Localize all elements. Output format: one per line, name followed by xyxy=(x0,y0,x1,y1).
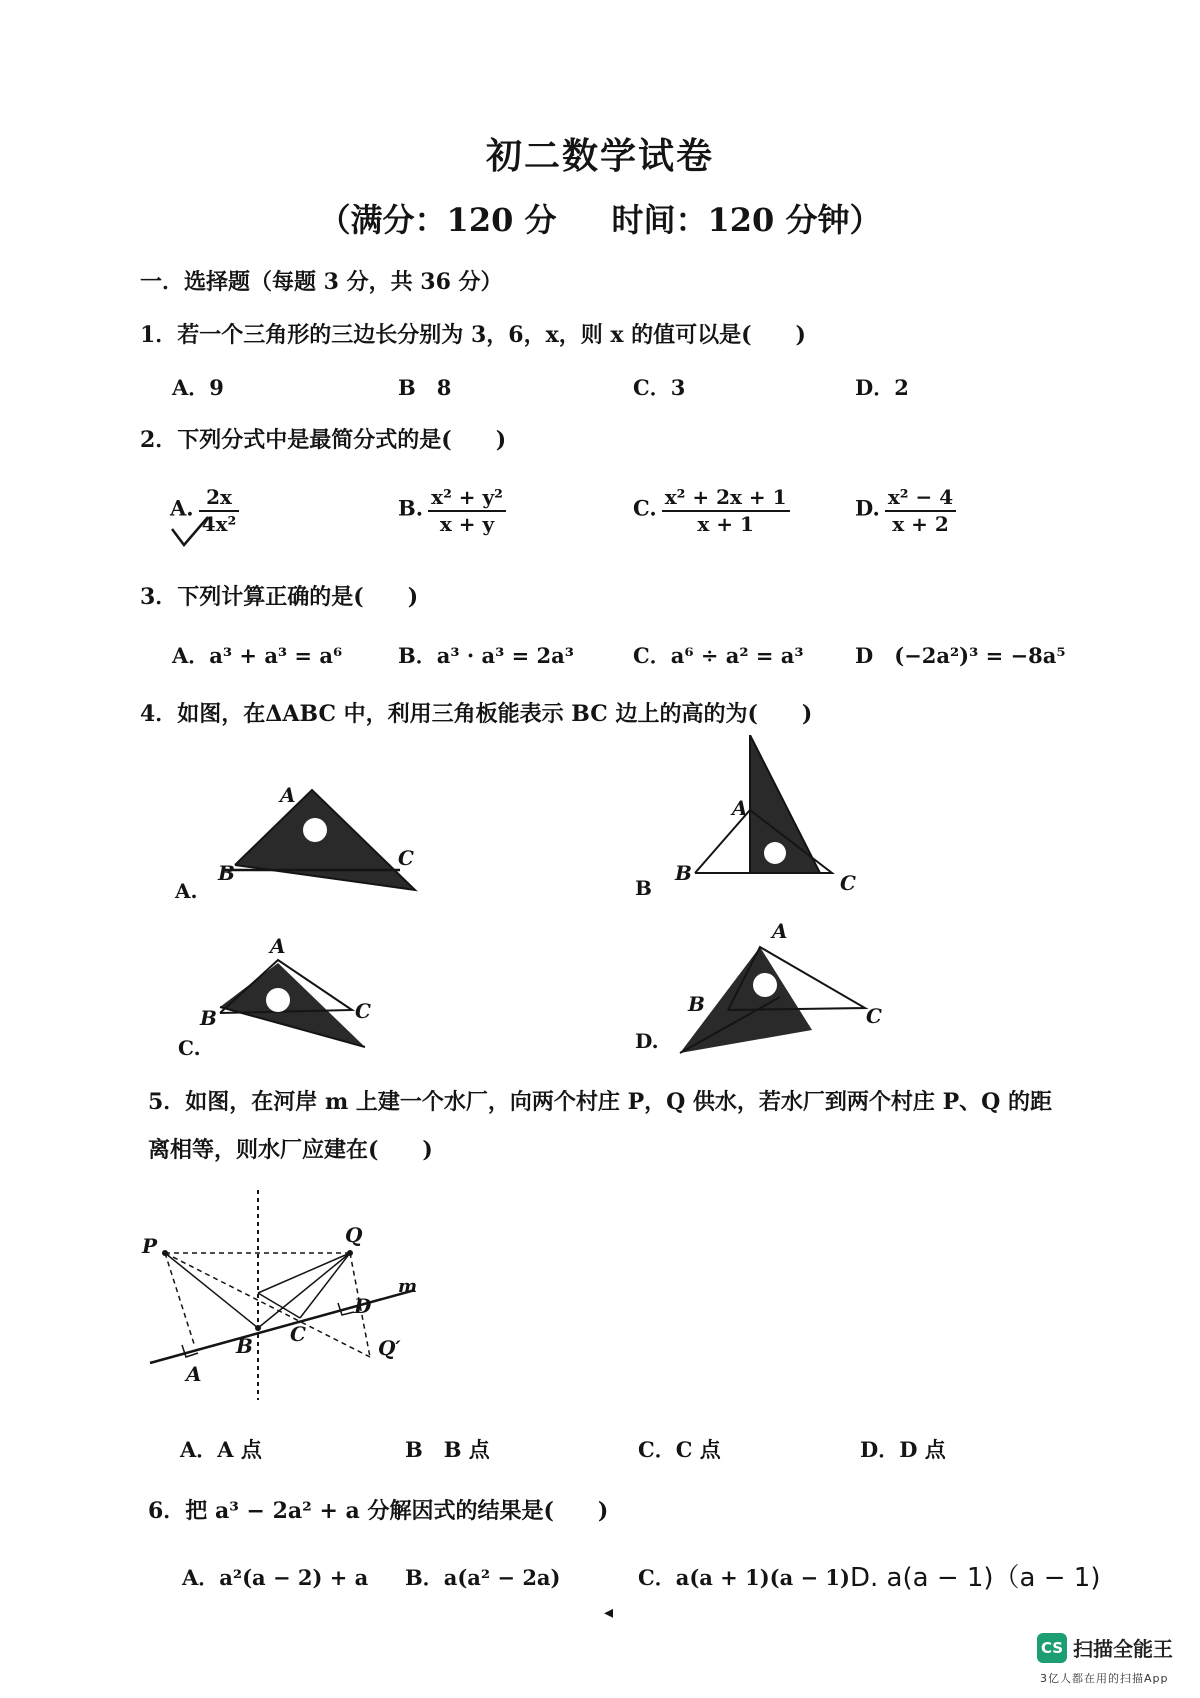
point-q xyxy=(347,1250,353,1256)
ruler-hole xyxy=(764,842,786,864)
label-b: B xyxy=(688,992,705,1016)
q4-option-c: C. xyxy=(178,1036,201,1060)
camscanner-name: 扫描全能王 xyxy=(1073,1637,1173,1661)
numerator: x² + 2x + 1 xyxy=(662,485,790,512)
label-a: A xyxy=(732,796,748,820)
question-4-stem: 4．如图，在ΔABC 中，利用三角板能表示 BC 边上的高的为( ) xyxy=(140,701,813,727)
q4-figure-a xyxy=(174,783,415,903)
q4-option-d: D. xyxy=(635,1029,659,1053)
q6-option-d: D. a(a − 1)（a − 1) xyxy=(850,1563,1101,1593)
river-bank-m xyxy=(150,1290,415,1363)
q4-option-a: A. xyxy=(175,879,198,903)
numerator: x² − 4 xyxy=(885,485,956,512)
segment-pb xyxy=(165,1253,258,1328)
label-q: Q xyxy=(345,1223,363,1247)
score-info: （满分：120 分 xyxy=(318,201,557,239)
q2-fraction-d xyxy=(885,485,956,537)
page-mark: ◂ xyxy=(604,1602,614,1623)
q2-option-b xyxy=(398,485,506,537)
q6-option-c: C．a(a + 1)(a − 1) xyxy=(638,1565,850,1590)
q6-option-b: B．a(a² − 2a) xyxy=(405,1565,561,1590)
q1-option-a: A．9 xyxy=(172,375,224,400)
point-b xyxy=(255,1325,261,1331)
q1-option-c: C．3 xyxy=(633,375,686,400)
q5-option-b: B B 点 xyxy=(405,1437,490,1462)
denominator: x + 1 xyxy=(697,512,754,536)
q2-label-c: C. xyxy=(633,495,657,521)
label-b: B xyxy=(218,861,235,885)
q5-option-a: A．A 点 xyxy=(180,1437,262,1462)
question-3-stem: 3．下列计算正确的是( ) xyxy=(140,584,419,610)
q4-figure-d xyxy=(635,919,882,1053)
label-c: C xyxy=(290,1322,306,1346)
q1-option-b: B 8 xyxy=(398,375,452,400)
q3-option-d: D (−2a²)³ = −8a⁵ xyxy=(855,643,1066,668)
label-a: A xyxy=(280,783,296,807)
label-q-prime: Q′ xyxy=(378,1336,401,1360)
label-c: C xyxy=(840,871,856,895)
q2-option-d xyxy=(855,485,956,537)
question-6-stem: 6．把 a³ − 2a² + a 分解因式的结果是( ) xyxy=(148,1498,609,1524)
q4-figure-c xyxy=(178,934,371,1060)
label-c: C xyxy=(398,846,414,870)
segment-q-mid xyxy=(258,1253,350,1293)
camscanner-logo: CS xyxy=(1037,1633,1067,1663)
segment-pa xyxy=(165,1253,195,1347)
question-5-stem-line1: 5．如图，在河岸 m 上建一个水厂，向两个村庄 P，Q 供水，若水厂到两个村庄 P、Q 的距 xyxy=(148,1089,1052,1115)
label-b: B xyxy=(200,1006,217,1030)
segment-qb xyxy=(258,1253,350,1328)
q1-option-d: D．2 xyxy=(855,375,909,400)
q3-option-a: A．a³ + a³ = a⁶ xyxy=(172,643,343,668)
q4-option-b: B xyxy=(635,876,652,900)
q4-figure-b xyxy=(635,735,856,900)
q2-fraction-c xyxy=(662,485,790,537)
label-c: C xyxy=(355,999,371,1023)
label-b: B xyxy=(236,1334,253,1358)
page-title: 初二数学试卷 xyxy=(485,135,714,177)
segment-qc xyxy=(300,1253,350,1318)
q3-option-b: B．a³ · a³ = 2a³ xyxy=(398,643,574,668)
camscanner-tagline: 3亿人都在用的扫描App xyxy=(1040,1672,1169,1685)
question-5-stem-line2: 离相等，则水厂应建在( ) xyxy=(148,1137,433,1163)
label-b: B xyxy=(675,861,692,885)
question-2-stem: 2．下列分式中是最简分式的是( ) xyxy=(140,427,507,453)
label-c: C xyxy=(866,1004,882,1028)
numerator: x² + y² xyxy=(428,485,506,512)
q5-figure xyxy=(140,1185,440,1405)
denominator: x + 2 xyxy=(892,512,949,536)
segment-mid-c xyxy=(258,1293,300,1318)
time-info: 时间：120 分钟） xyxy=(611,201,882,239)
label-a: A xyxy=(186,1362,202,1386)
denominator: 4x² xyxy=(201,512,237,536)
q2-option-c xyxy=(633,485,790,537)
checkmark-icon xyxy=(170,515,210,550)
q5-option-c: C．C 点 xyxy=(638,1437,721,1462)
question-1-stem: 1．若一个三角形的三边长分别为 3，6，x，则 x 的值可以是( ) xyxy=(140,322,806,348)
q2-label-a: A. xyxy=(170,495,194,521)
label-a: A xyxy=(270,934,286,958)
q2-fraction-b xyxy=(428,485,506,537)
ruler-hole xyxy=(266,988,290,1012)
exam-info xyxy=(0,195,1200,241)
section-heading: 一．选择题（每题 3 分，共 36 分） xyxy=(140,269,503,295)
point-p xyxy=(162,1250,168,1256)
denominator: x + y xyxy=(439,512,495,536)
label-m: m xyxy=(398,1276,418,1297)
label-a: A xyxy=(772,919,788,943)
q2-label-d: D. xyxy=(855,495,880,521)
q3-option-c: C．a⁶ ÷ a² = a³ xyxy=(633,643,804,668)
ruler-hole xyxy=(303,818,327,842)
q2-label-b: B. xyxy=(398,495,424,521)
label-p: P xyxy=(142,1234,158,1258)
ruler-hole xyxy=(753,973,777,997)
numerator: 2x xyxy=(199,485,240,512)
label-d: D xyxy=(354,1294,372,1318)
q4-figures xyxy=(160,735,1160,1070)
q6-option-a: A．a²(a − 2) + a xyxy=(182,1565,369,1590)
q5-option-d: D．D 点 xyxy=(860,1437,946,1462)
